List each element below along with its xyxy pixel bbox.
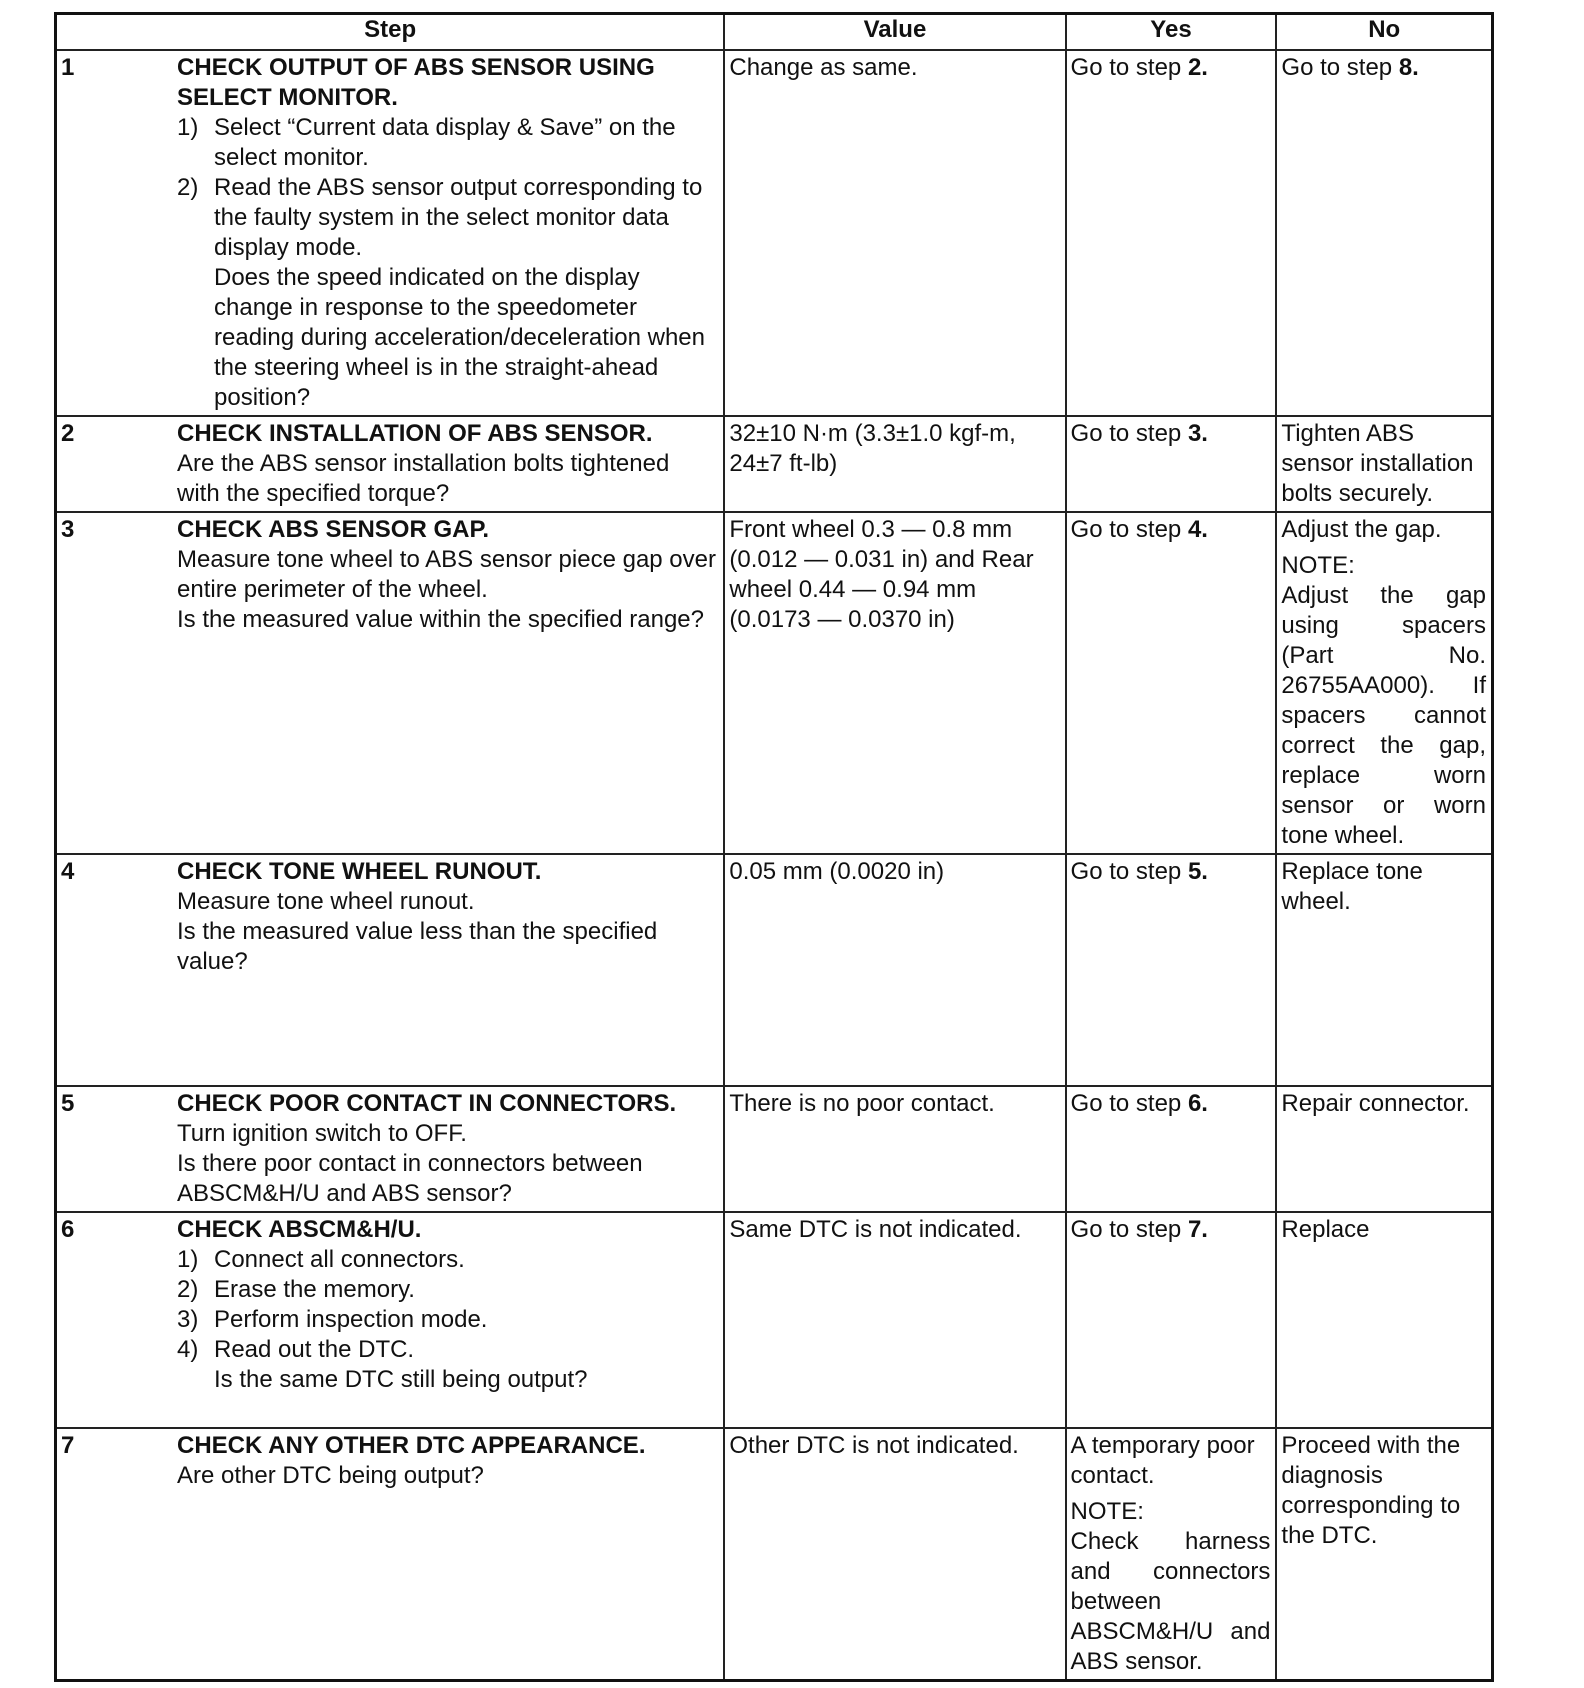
value-cell: Front wheel 0.3 — 0.8 mm (0.012 — 0.031 in) and Rear wheel 0.44 — 0.94 mm (0.0173 — 0.0370 in) bbox=[724, 512, 1065, 854]
yes-cell: Go to step 7. bbox=[1066, 1212, 1277, 1428]
no-cell: Replace tone wheel. bbox=[1276, 854, 1492, 1086]
yes-cell: Go to step 6. bbox=[1066, 1086, 1277, 1212]
list-item: 3) Perform inspection mode. bbox=[177, 1306, 488, 1333]
step-number: 6 bbox=[61, 1216, 75, 1243]
step-title: CHECK INSTALLATION OF ABS SENSOR. bbox=[177, 420, 653, 447]
no-cell: Tighten ABS sensor installation bolts securely. bbox=[1276, 416, 1492, 512]
step-text: Measure tone wheel runout. bbox=[177, 888, 475, 915]
list-item: 1) Select “Current data display & Save” on the select monitor. bbox=[177, 114, 676, 171]
header-row bbox=[56, 14, 1493, 51]
step-question: Is the same DTC still being output? bbox=[214, 1366, 588, 1393]
step-number: 1 bbox=[61, 54, 75, 81]
step-cell bbox=[56, 854, 725, 1086]
table-row bbox=[56, 1428, 1493, 1681]
table-row bbox=[56, 1086, 1493, 1212]
no-cell: Replace bbox=[1276, 1212, 1492, 1428]
yes-cell: Go to step 4. bbox=[1066, 512, 1277, 854]
value-cell: There is no poor contact. bbox=[724, 1086, 1065, 1212]
value-cell: Change as same. bbox=[724, 50, 1065, 416]
step-question: Does the speed indicated on the display change in response to the speedometer reading during acceleration/deceleration when the steering wheel is in the straight-ahead position? bbox=[214, 264, 705, 411]
step-number: 7 bbox=[61, 1432, 75, 1459]
table-row bbox=[56, 512, 1493, 854]
step-number: 3 bbox=[61, 516, 75, 543]
yes-cell: Go to step 5. bbox=[1066, 854, 1277, 1086]
step-number: 2 bbox=[61, 420, 75, 447]
table-row bbox=[56, 1212, 1493, 1428]
list-item: 2) Erase the memory. bbox=[177, 1276, 415, 1303]
step-question: Is the measured value less than the specified value? bbox=[177, 918, 658, 975]
diagnosis-table bbox=[54, 12, 1494, 1682]
step-title: CHECK TONE WHEEL RUNOUT. bbox=[177, 858, 542, 885]
step-cell bbox=[56, 512, 725, 854]
step-text: Measure tone wheel to ABS sensor piece gap over entire perimeter of the wheel. bbox=[177, 546, 716, 603]
step-cell bbox=[56, 1428, 725, 1681]
step-cell bbox=[56, 50, 725, 416]
step-title: CHECK POOR CONTACT IN CONNECTORS. bbox=[177, 1090, 677, 1117]
step-title: CHECK ABS SENSOR GAP. bbox=[177, 516, 490, 543]
no-action: Adjust the gap. bbox=[1281, 516, 1442, 543]
step-cell bbox=[56, 1086, 725, 1212]
step-text: Are the ABS sensor installation bolts tightened with the specified torque? bbox=[177, 450, 670, 507]
step-text: Turn ignition switch to OFF. bbox=[177, 1120, 467, 1147]
no-cell bbox=[1276, 512, 1492, 854]
step-question: Is there poor contact in connectors between ABSCM&H/U and ABS sensor? bbox=[177, 1150, 643, 1207]
value-cell: Same DTC is not indicated. bbox=[724, 1212, 1065, 1428]
note-text: Check harness and connectors between ABSCM&H/U and ABS sensor. bbox=[1070, 1528, 1271, 1675]
list-item: 2) Read the ABS sensor output corresponding to the faulty system in the select monitor data display mode. bbox=[177, 174, 703, 261]
note-label: NOTE: bbox=[1281, 552, 1355, 579]
step-title: CHECK ABSCM&H/U. bbox=[177, 1216, 422, 1243]
header-step: Step bbox=[56, 14, 725, 51]
list-item: 4) Read out the DTC. bbox=[177, 1336, 415, 1363]
header-yes: Yes bbox=[1066, 14, 1277, 51]
yes-action: A temporary poor contact. bbox=[1070, 1432, 1255, 1489]
list-item: 1) Connect all connectors. bbox=[177, 1246, 465, 1273]
table-row bbox=[56, 416, 1493, 512]
step-title: CHECK OUTPUT OF ABS SENSOR USING SELECT MONITOR. bbox=[177, 54, 655, 111]
table-row bbox=[56, 50, 1493, 416]
value-cell: 32±10 N·m (3.3±1.0 kgf-m, 24±7 ft-lb) bbox=[724, 416, 1065, 512]
step-number: 5 bbox=[61, 1090, 75, 1117]
header-no: No bbox=[1276, 14, 1492, 51]
yes-cell: Go to step 3. bbox=[1066, 416, 1277, 512]
no-cell: Proceed with the diagnosis corresponding to the DTC. bbox=[1276, 1428, 1492, 1681]
note-label: NOTE: bbox=[1070, 1498, 1144, 1525]
step-title: CHECK ANY OTHER DTC APPEARANCE. bbox=[177, 1432, 646, 1459]
table-row bbox=[56, 854, 1493, 1086]
no-cell: Go to step 8. bbox=[1276, 50, 1492, 416]
value-cell: 0.05 mm (0.0020 in) bbox=[724, 854, 1065, 1086]
value-cell: Other DTC is not indicated. bbox=[724, 1428, 1065, 1681]
step-cell bbox=[56, 1212, 725, 1428]
step-question: Are other DTC being output? bbox=[177, 1462, 484, 1489]
note-text: Adjust the gap using spacers (Part No. 26755AA000). If spacers cannot correct the gap, replace worn sensor or worn tone wheel. bbox=[1281, 582, 1486, 849]
step-number: 4 bbox=[61, 858, 75, 885]
header-value: Value bbox=[724, 14, 1065, 51]
yes-cell bbox=[1066, 1428, 1277, 1681]
no-cell: Repair connector. bbox=[1276, 1086, 1492, 1212]
step-question: Is the measured value within the specified range? bbox=[177, 606, 704, 633]
step-cell bbox=[56, 416, 725, 512]
yes-cell: Go to step 2. bbox=[1066, 50, 1277, 416]
